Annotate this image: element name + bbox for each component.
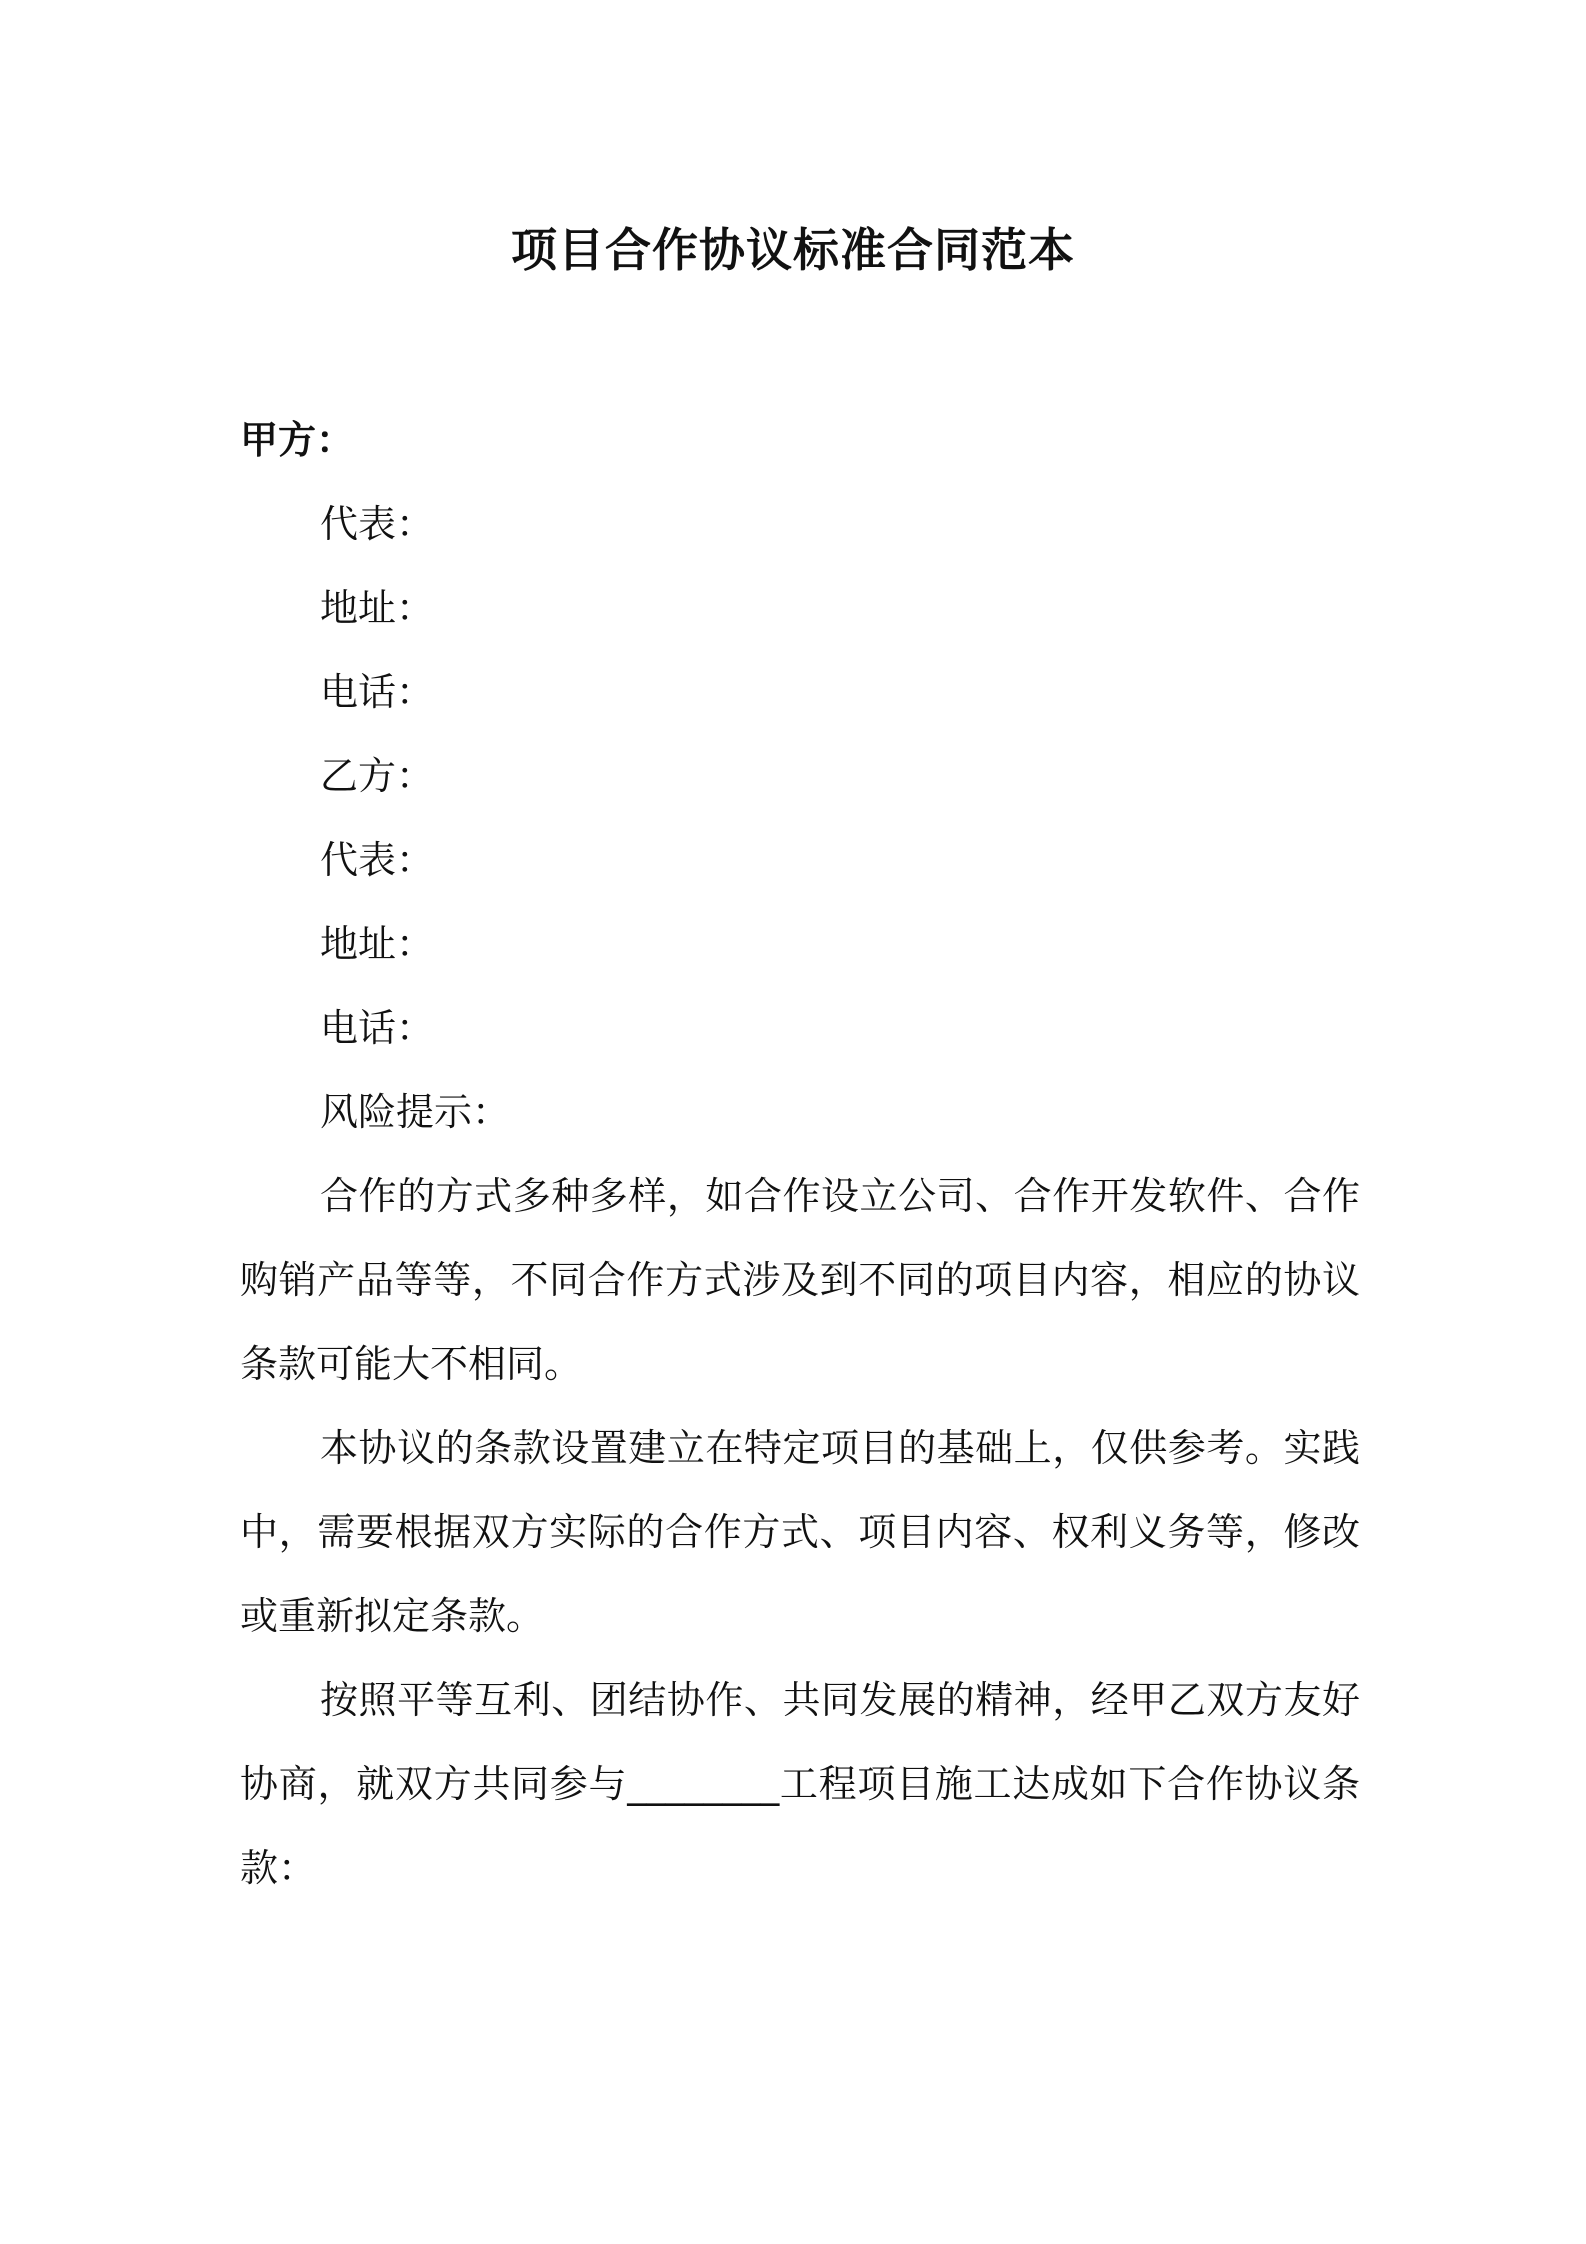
party-a-representative: 代表： xyxy=(320,502,435,546)
document-title: 项目合作协议标准合同范本 xyxy=(511,223,1075,277)
party-b-phone: 电话： xyxy=(320,1006,435,1050)
paragraph-cooperation-methods: 合作的方式多种多样，如合作设立公司、合作开发软件、合作购销产品等等，不同合作方式涉及到不同的项目内容，相应的协议条款可能大不相同。 xyxy=(240,1174,1360,1386)
party-b-representative: 代表： xyxy=(320,838,435,882)
risk-notice-label: 风险提示： xyxy=(320,1090,511,1134)
document-body xyxy=(240,398,1360,1910)
party-a-label: 甲方： xyxy=(240,418,355,462)
party-a-address: 地址： xyxy=(320,586,435,630)
party-b-address: 地址： xyxy=(320,922,435,966)
paragraph-agreement-intro: 按照平等互利、团结协作、共同发展的精神，经甲乙双方友好协商，就双方共同参与________工程项目施工达成如下合作协议条款： xyxy=(240,1678,1360,1890)
party-a-phone: 电话： xyxy=(320,670,435,714)
party-b-label: 乙方： xyxy=(320,754,435,798)
paragraph-reference-note: 本协议的条款设置建立在特定项目的基础上，仅供参考。实践中，需要根据双方实际的合作方式、项目内容、权利义务等，修改或重新拟定条款。 xyxy=(240,1426,1360,1638)
